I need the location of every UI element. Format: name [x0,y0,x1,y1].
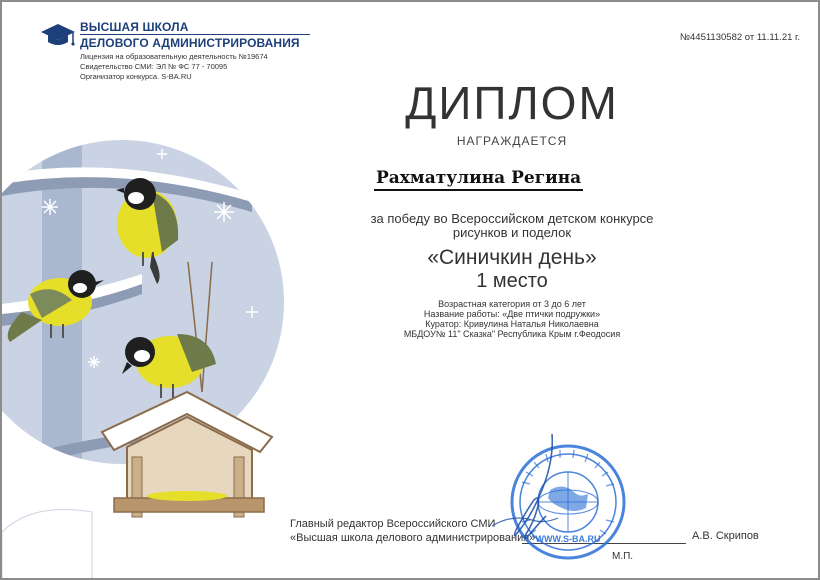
handwritten-signature [482,430,572,550]
editor-line-2: «Высшая школа делового администрирования» [290,532,536,544]
seal-text: WWW.S-BA.RU [535,534,601,544]
age-category: Возрастная категория от 3 до 6 лет [438,299,586,309]
winter-birds-illustration [2,62,302,580]
work-title: Название работы: «Две птички подружки» [423,309,601,319]
contest-name: «Синичкин день» [427,246,597,269]
diploma-title: ДИПЛОМ [405,77,619,129]
curator: Куратор: Кривулина Наталья Николаевна [425,319,599,329]
recipient-name: Рахматулина Регина [374,168,583,191]
award-reason-line-1: за победу во Всероссийском детском конкурсе [370,211,654,226]
organizer-line: Организатор конкурса. S-BA.RU [80,72,192,81]
logo-line-2: ДЕЛОВОГО АДМИНИСТРИРОВАНИЯ [80,34,310,50]
logo-line-1: ВЫСШАЯ ШКОЛА [80,20,189,34]
place-awarded: 1 место [476,270,548,292]
license-line: Лицензия на образовательную деятельность №19674 [80,52,268,61]
document-number: №4451130582 от 11.11.21 г. [679,32,800,43]
editor-line-1: Главный редактор Всероссийского СМИ [290,518,496,530]
award-details [342,299,682,339]
award-reason [342,212,682,240]
institution: МБДОУ№ 11" Сказка" Республика Крым г.Феодосия [403,329,621,339]
awarded-label: НАГРАЖДАЕТСЯ [456,134,568,148]
signer-name: А.В. Скрипов [692,530,759,542]
graduation-cap-icon [40,22,76,48]
stamp-place-label: М.П. [612,551,634,562]
award-reason-line-2: рисунков и поделок [452,225,572,240]
media-certificate-line: Свидетельство СМИ: ЭЛ № ФС 77 - 70095 [80,62,228,71]
